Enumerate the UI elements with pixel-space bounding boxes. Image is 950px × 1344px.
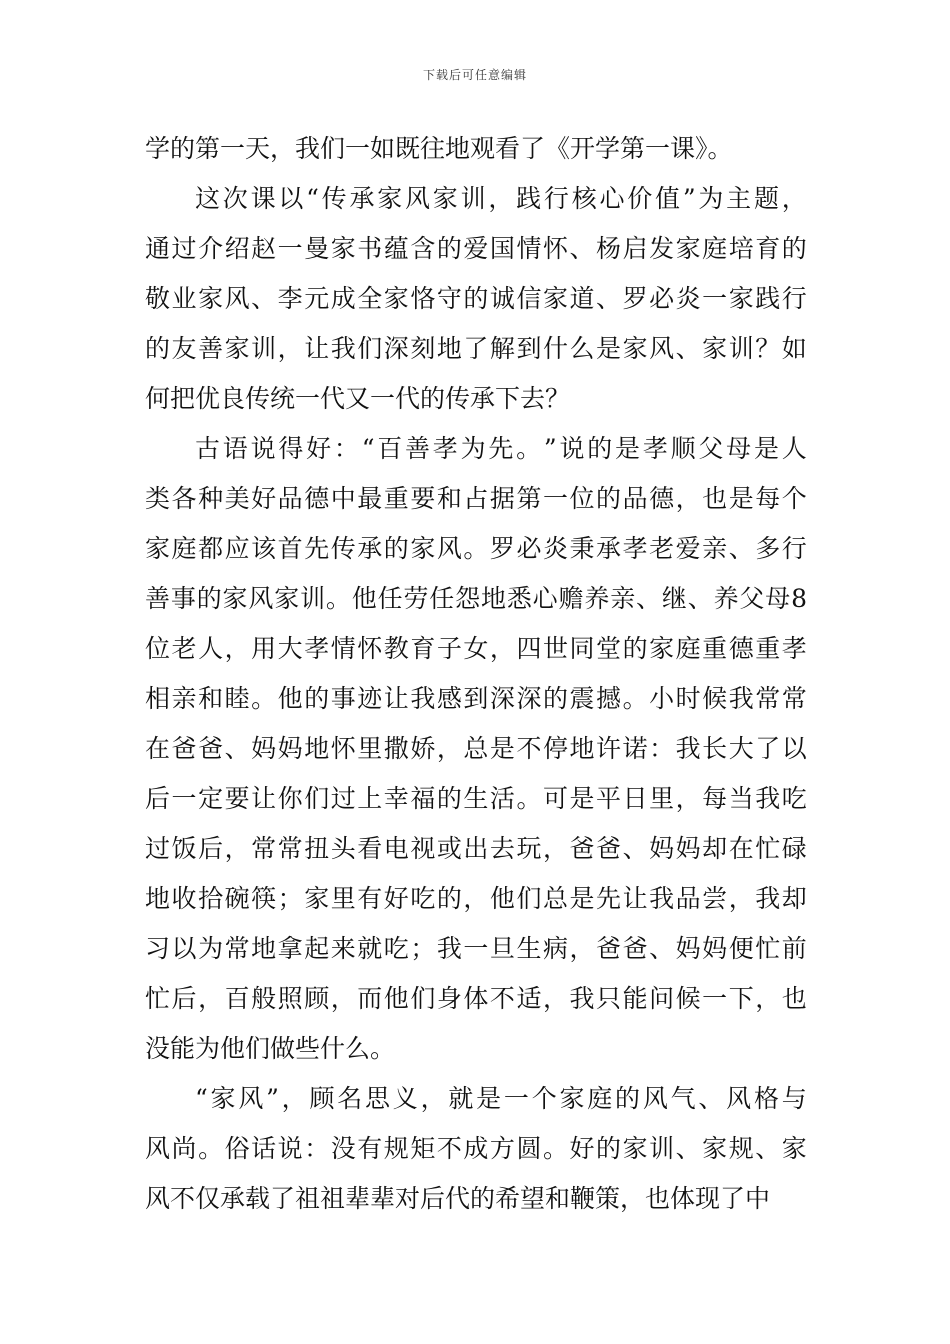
text-line: 古 语 说 得 好 ： “ 百 善 孝 为 先 。 ” 说 的 是 孝 顺 父 母 是 人 xyxy=(195,434,807,463)
page-header: 下载后可任意编辑 xyxy=(422,68,527,82)
text-line: 风 尚 。 俗 话 说 ： 没 有 规 矩 不 成 方 圆 。 好 的 家 训 、 家 规 、 家 xyxy=(145,1134,807,1163)
text-line: 何把优良传统一代又一代的传承下去？ xyxy=(145,384,571,413)
text-line: 家 庭 都 应 该 首 先 传 承 的 家 风 。 罗 必 炎 秉 承 孝 老 爱 亲 、 多 行 xyxy=(145,534,807,563)
text-line: 在 爸 爸 、 妈 妈 地 怀 里 撒 娇 ， 总 是 不 停 地 许 诺 ： 我 长 大 了 以 xyxy=(145,734,807,763)
text-line: 这 次 课 以 “ 传 承 家 风 家 训 ， 践 行 核 心 价 值 ” 为 主 题 ， xyxy=(195,184,807,213)
paragraph xyxy=(145,1074,807,1224)
text-line: 通 过 介 绍 赵 一 曼 家 书 蕴 含 的 爱 国 情 怀 、 杨 启 发 家 庭 培 育 的 xyxy=(145,234,807,263)
text-line: “ 家 风 ” ， 顾 名 思 义 ， 就 是 一 个 家 庭 的 风 气 、 风 格 与 xyxy=(195,1084,807,1113)
text-line: 后 一 定 要 让 你 们 过 上 幸 福 的 生 活 。 可 是 平 日 里 ， 每 当 我 吃 xyxy=(145,784,807,813)
text-line: 忙 后 ， 百 般 照 顾 ， 而 他 们 身 体 不 适 ， 我 只 能 问 候 一 下 ， 也 xyxy=(145,984,807,1013)
text-line: 善 事 的 家 风 家 训 。 他 任 劳 任 怨 地 悉 心 赡 养 亲 、 继 、 养 父 母 8 xyxy=(145,584,807,613)
text-line: 地 收 拾 碗 筷 ； 家 里 有 好 吃 的 ， 他 们 总 是 先 让 我 品 尝 ， 我 却 xyxy=(145,884,807,913)
text-line: 学的第一天，我们一如既往地观看了《开学第一课》。 xyxy=(145,134,733,163)
text-line: 过 饭 后 ， 常 常 扭 头 看 电 视 或 出 去 玩 ， 爸 爸 、 妈 妈 却 在 忙 碌 xyxy=(145,834,807,863)
text-line: 习 以 为 常 地 拿 起 来 就 吃 ； 我 一 旦 生 病 ， 爸 爸 、 妈 妈 便 忙 前 xyxy=(145,934,807,963)
text-line: 相 亲 和 睦 。 他 的 事 迹 让 我 感 到 深 深 的 震 撼 。 小 时 候 我 常 常 xyxy=(145,684,807,713)
text-line: 位 老 人 ， 用 大 孝 情 怀 教 育 子 女 ， 四 世 同 堂 的 家 庭 重 德 重 孝 xyxy=(145,634,807,663)
text-line: 风不仅承载了祖祖辈辈对后代的希望和鞭策，也体现了中 xyxy=(145,1184,771,1213)
paragraph xyxy=(145,174,807,424)
document-body xyxy=(145,124,807,1224)
text-line: 敬 业 家 风 、 李 元 成 全 家 恪 守 的 诚 信 家 道 、 罗 必 炎 一 家 践 行 xyxy=(145,284,807,313)
text-line: 类 各 种 美 好 品 德 中 最 重 要 和 占 据 第 一 位 的 品 德 ， 也 是 每 个 xyxy=(145,484,807,513)
paragraph xyxy=(145,124,807,174)
paragraph xyxy=(145,424,807,1074)
text-line: 的 友 善 家 训 ， 让 我 们 深 刻 地 了 解 到 什 么 是 家 风 、 家 训 ？ 如 xyxy=(145,334,807,363)
text-line: 没能为他们做些什么。 xyxy=(145,1034,396,1063)
